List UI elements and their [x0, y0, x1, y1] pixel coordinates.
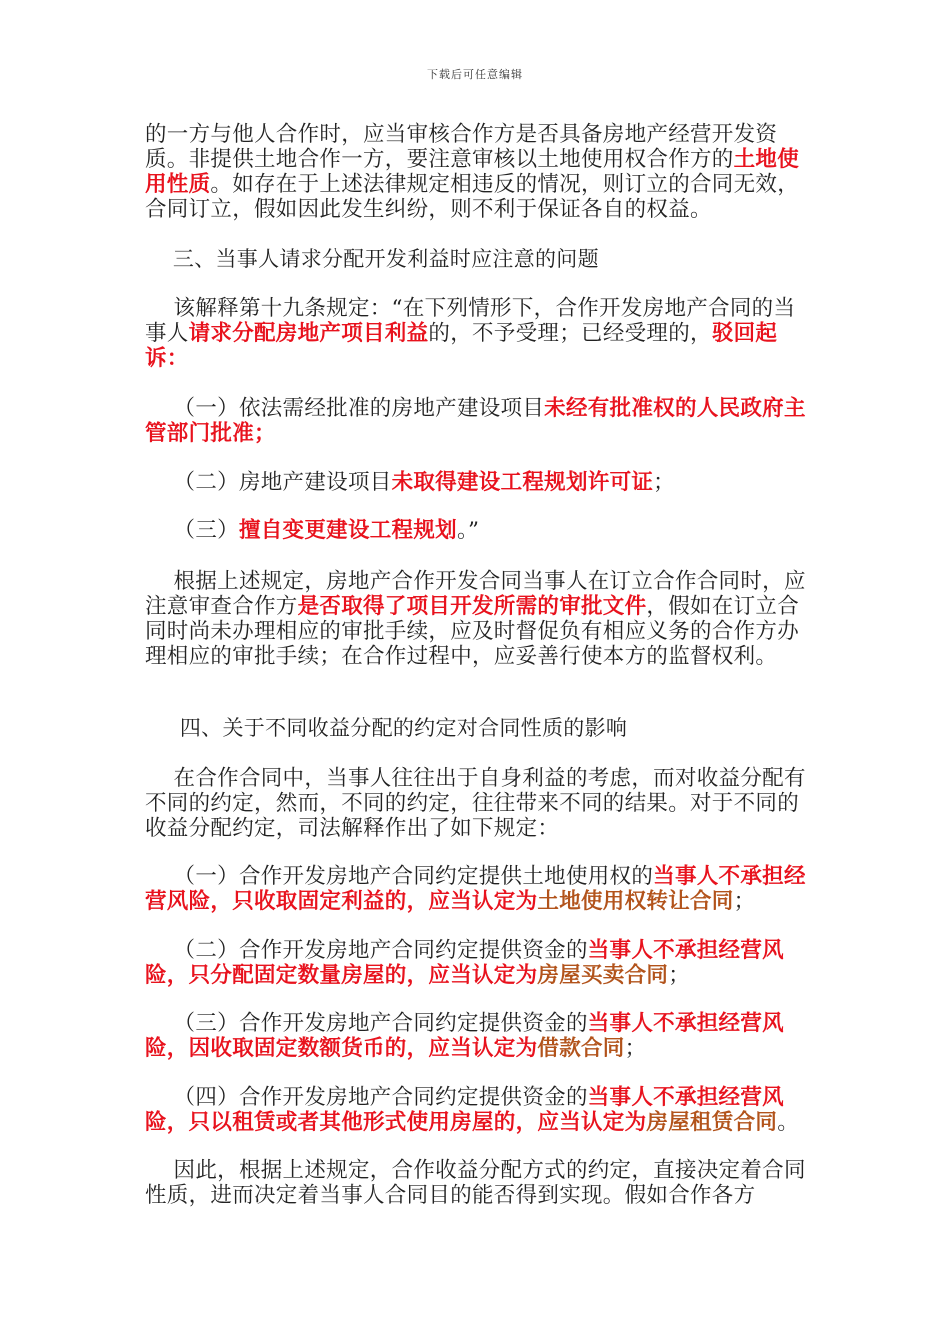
paragraph-rule-1 — [145, 864, 813, 914]
text-run: ，假如在订立合同时尚未办理相应的审批手续，应及时督促负有相应义务的合作方办理相应的审批手续；在合作过程中，应妥善行使本方的监督权利。 — [145, 594, 800, 669]
text-run: ； — [653, 470, 675, 495]
highlight-red: 当事人不承担经营风险，只收取固定利益的，应当认定为 — [145, 864, 806, 914]
text-run: ； — [668, 963, 691, 988]
paragraph-3 — [145, 569, 813, 669]
heading-text: 三、当事人请求分配开发利益时应注意的问题 — [145, 247, 599, 271]
paragraph-1 — [145, 122, 813, 222]
text-run: 。如存在于上述法律规定相违反的情况，则订立的合同无效，合同订立，假如因此发生纠纷，则不利于保证各自的权益。 — [145, 172, 800, 222]
highlight-red: 当事人不承担经营风险，只分配固定数量房屋的，应当认定为 — [145, 938, 784, 988]
highlight-red: 当事人不承担经营风险，只以租赁或者其他形式使用房屋的，应当认定为 — [145, 1085, 784, 1135]
highlight-red: 土地使用性质 — [145, 147, 800, 197]
text-run: 根据上述规定，房地产合作开发合同当事人在订立合作合同时，应注意审查合作方 — [145, 569, 806, 619]
heading-text: 四、关于不同收益分配的约定对合同性质的影响 — [145, 716, 628, 740]
section-heading-4 — [145, 716, 813, 741]
page-header: 下载后可任意编辑 — [427, 68, 523, 81]
highlight-red: 是否取得了项目开发所需的审批文件 — [297, 594, 647, 619]
text-run: （二）合作开发房地产合同约定提供资金的 — [145, 938, 588, 963]
paragraph-item-2 — [145, 470, 813, 495]
highlight-red: 驳回起诉： — [145, 321, 778, 371]
highlight-red: 未取得建设工程规划许可证 — [391, 470, 654, 495]
highlight-red: 当事人不承担经营风险，因收取固定数额货币的，应当认定为 — [145, 1011, 784, 1061]
text-run: （四）合作开发房地产合同约定提供资金的 — [145, 1085, 588, 1110]
highlight-brown: 房屋买卖合同 — [537, 963, 669, 988]
text-run: ； — [733, 889, 756, 914]
highlight-red: 未经有批准权的人民政府主管部门批准； — [145, 396, 806, 446]
highlight-brown: 房屋租赁合同 — [646, 1110, 778, 1135]
section-heading-3 — [145, 247, 813, 272]
text-run: （三）合作开发房地产合同约定提供资金的 — [145, 1011, 588, 1036]
paragraph-rule-3 — [145, 1011, 813, 1061]
text-run: 的，不予受理；已经受理的， — [428, 321, 712, 346]
highlight-brown: 借款合同 — [537, 1036, 625, 1061]
text-run: 因此，根据上述规定，合作收益分配方式的约定，直接决定着合同性质，进而决定着当事人合同目的能否得到实现。假如合作各方 — [145, 1158, 806, 1208]
highlight-red: 请求分配房地产项目利益 — [188, 321, 429, 346]
text-run: ； — [624, 1036, 647, 1061]
paragraph-4 — [145, 766, 813, 841]
paragraph-item-3 — [145, 518, 813, 543]
highlight-red: 擅自变更建设工程规划 — [238, 518, 457, 543]
text-run: 的一方与他人合作时，应当审核合作方是否具备房地产经营开发资质。非提供土地合作一方，要注意审核以土地使用权合作方的 — [145, 122, 778, 172]
text-run: （三） — [145, 518, 239, 543]
text-run: 该解释第十九条规定：“在下列情形下，合作开发房地产合同的当事人 — [145, 296, 796, 346]
text-run: （一）依法需经批准的房地产建设项目 — [145, 396, 545, 421]
paragraph-5 — [145, 1158, 813, 1208]
text-run: 在合作合同中，当事人往往出于自身利益的考虑，而对收益分配有不同的约定，然而，不同的约定，往往带来不同的结果。对于不同的收益分配约定，司法解释作出了如下规定： — [145, 766, 806, 841]
paragraph-2 — [145, 296, 813, 371]
highlight-brown: 土地使用权转让合同 — [537, 889, 734, 914]
text-run: 。 — [777, 1110, 800, 1135]
text-run: （一）合作开发房地产合同约定提供土地使用权的 — [145, 864, 654, 889]
paragraph-item-1 — [145, 396, 813, 446]
paragraph-rule-4 — [145, 1085, 813, 1135]
paragraph-rule-2 — [145, 938, 813, 988]
text-run: 。” — [456, 518, 480, 543]
text-run: （二）房地产建设项目 — [145, 470, 392, 495]
